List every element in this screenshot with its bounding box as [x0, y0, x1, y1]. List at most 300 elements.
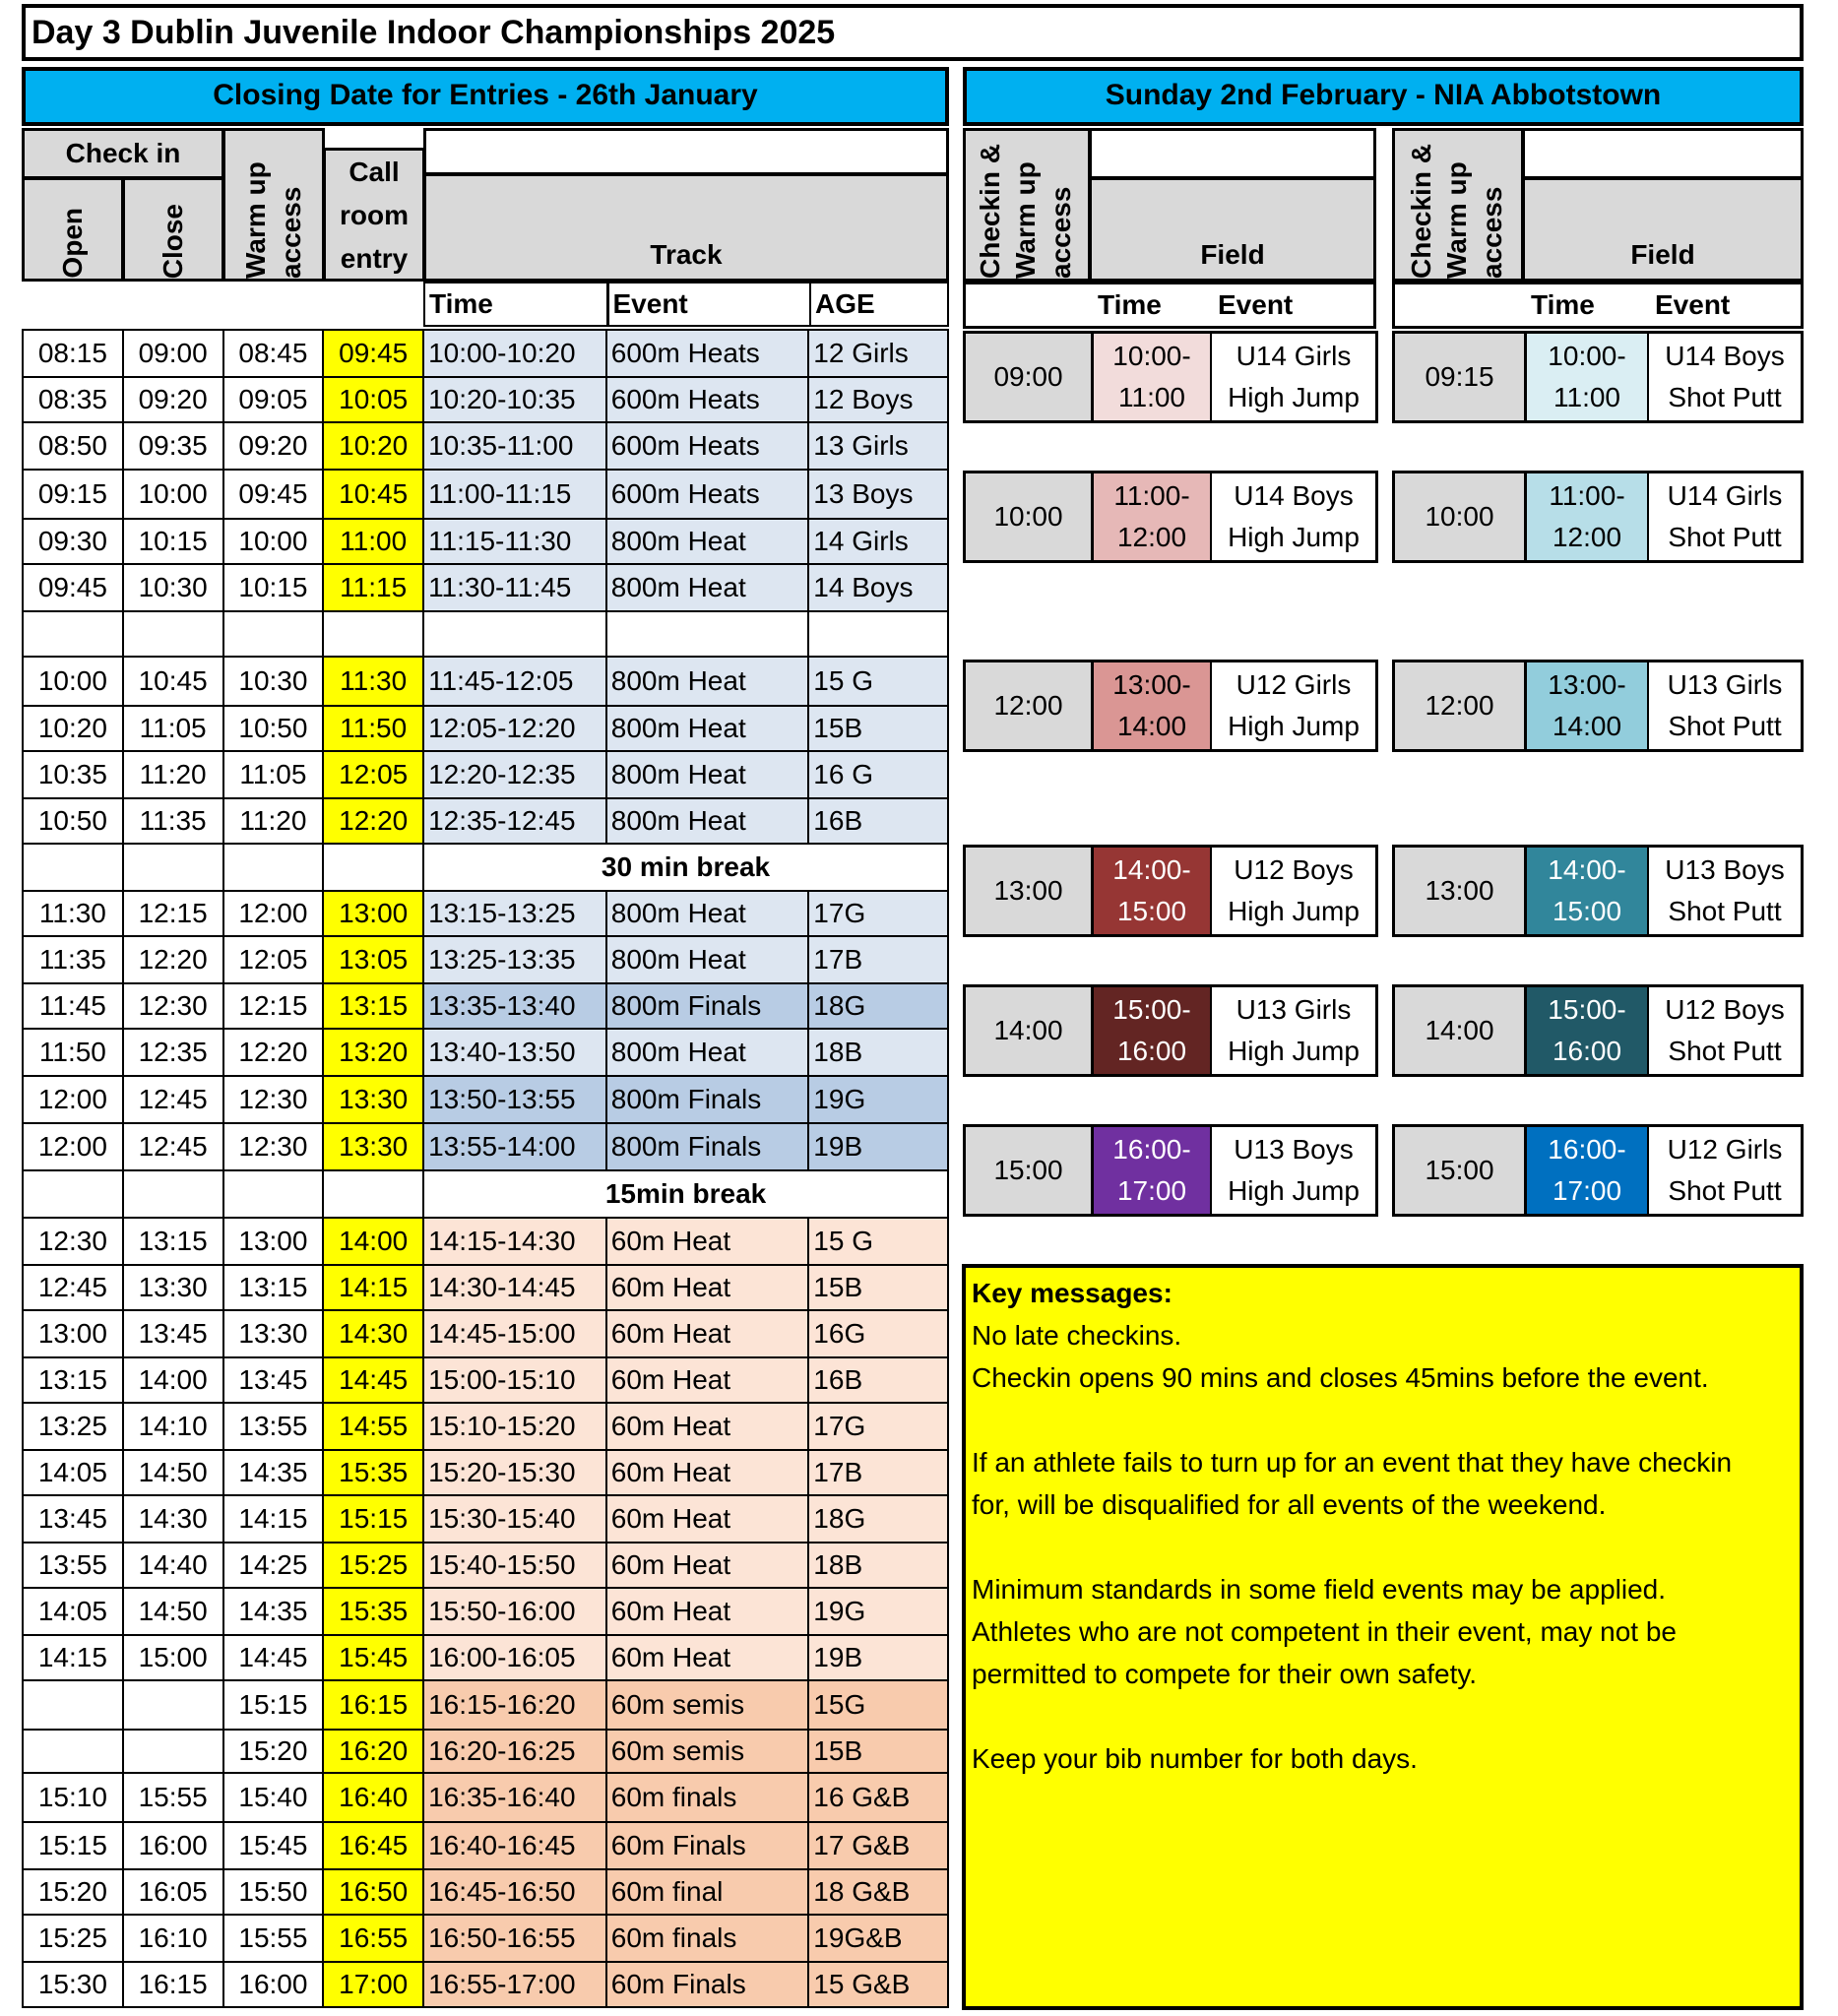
event-time-cell: 16:50-16:55 — [423, 1915, 606, 1962]
sp-field-header: Field — [1522, 177, 1804, 282]
high_jump-event-discipline: High Jump — [1228, 711, 1360, 741]
event-name-cell: 60m Heat — [606, 1310, 809, 1357]
age-group-cell: 12 Boys — [808, 377, 948, 422]
open-time-cell: 14:15 — [23, 1635, 123, 1680]
close-header — [122, 177, 224, 282]
page-title: Day 3 Dublin Juvenile Indoor Championships 2025 — [22, 4, 1804, 61]
high_jump-time-end: 16:00 — [1116, 1036, 1187, 1066]
shot_putt-event — [1649, 473, 1801, 560]
warm-up-time-cell: 13:45 — [223, 1357, 324, 1403]
high_jump-time-end: 14:00 — [1116, 711, 1187, 741]
open-time-cell: 12:30 — [23, 1218, 123, 1265]
hj-checkin-header-label: Checkin & Warm up access — [975, 144, 1076, 279]
track-row — [23, 330, 948, 377]
call-room-time-cell: 15:15 — [323, 1495, 423, 1543]
age-col-header: AGE — [810, 283, 948, 326]
time-col-header: Time — [424, 283, 607, 326]
check-in-header: Check in — [22, 128, 224, 179]
track-row — [23, 751, 948, 798]
shot_putt-time-end: 12:00 — [1552, 522, 1622, 552]
track-row — [23, 1029, 948, 1076]
shot_putt-event-discipline: Shot Putt — [1668, 522, 1782, 552]
call-room-time-cell: 16:50 — [323, 1869, 423, 1915]
age-group-cell: 18G — [808, 1495, 948, 1543]
track-subheader — [423, 282, 949, 327]
break-spacer-cell — [323, 844, 423, 891]
event-time-cell: 14:15-14:30 — [423, 1218, 606, 1265]
high_jump-checkin-time: 14:00 — [966, 987, 1094, 1074]
shot_putt-session — [1392, 471, 1804, 563]
close-time-cell: 11:05 — [123, 706, 223, 751]
high_jump-time-slot — [1094, 334, 1212, 420]
open-time-cell: 09:15 — [23, 470, 123, 519]
track-row — [23, 1869, 948, 1915]
high_jump-event — [1212, 987, 1375, 1074]
open-time-cell: 15:15 — [23, 1822, 123, 1869]
shot_putt-time-end: 16:00 — [1552, 1036, 1622, 1066]
track-row — [23, 1962, 948, 2007]
age-group-cell: 17G — [808, 891, 948, 936]
event-name-cell: 800m Finals — [606, 983, 809, 1029]
call-room-time-cell: 13:20 — [323, 1029, 423, 1076]
close-time-cell: 10:45 — [123, 657, 223, 706]
sp-header-blank — [1522, 128, 1804, 179]
open-time-cell: 08:15 — [23, 330, 123, 377]
event-name-cell: 800m Heat — [606, 891, 809, 936]
high_jump-session — [963, 1124, 1378, 1217]
high_jump-time-slot — [1094, 1127, 1212, 1214]
event-name-cell: 600m Heats — [606, 330, 809, 377]
shot_putt-time-slot — [1527, 662, 1649, 749]
event-col-header: Event — [607, 283, 810, 326]
key-message-line: If an athlete fails to turn up for an event that they have checkin — [972, 1447, 1733, 1478]
call-room-time-cell: 14:15 — [323, 1265, 423, 1310]
age-group-cell: 12 Girls — [808, 330, 948, 377]
open-time-cell: 11:30 — [23, 891, 123, 936]
warm-up-time-cell: 15:50 — [223, 1869, 324, 1915]
open-time-cell: 14:05 — [23, 1588, 123, 1635]
close-time-cell: 09:35 — [123, 422, 223, 470]
warm-up-time-cell: 12:30 — [223, 1076, 324, 1123]
sp-time-header: Time — [1531, 289, 1595, 320]
close-time-cell: 16:15 — [123, 1962, 223, 2007]
close-time-cell: 15:00 — [123, 1635, 223, 1680]
hj-subheader — [963, 282, 1376, 329]
key-messages-heading: Key messages: — [972, 1278, 1173, 1308]
sp-checkin-header-label: Checkin & Warm up access — [1406, 144, 1507, 279]
call-room-time-cell: 13:30 — [323, 1076, 423, 1123]
high_jump-time-start: 16:00- — [1112, 1134, 1191, 1165]
call-room-time-cell: 15:35 — [323, 1588, 423, 1635]
hj-time-header: Time — [1098, 289, 1162, 320]
age-group-cell: 18 G&B — [808, 1869, 948, 1915]
age-group-cell: 14 Boys — [808, 564, 948, 611]
call-room-time-cell: 15:25 — [323, 1543, 423, 1588]
warm-up-time-cell: 14:35 — [223, 1588, 324, 1635]
warm-up-time-cell: 14:45 — [223, 1635, 324, 1680]
shot_putt-event-discipline: Shot Putt — [1668, 1036, 1782, 1066]
event-time-cell: 16:35-16:40 — [423, 1773, 606, 1822]
blank-cell — [808, 611, 948, 657]
event-time-cell: 13:40-13:50 — [423, 1029, 606, 1076]
high_jump-event-discipline: High Jump — [1228, 382, 1360, 412]
call-room-time-cell: 10:05 — [323, 377, 423, 422]
track-row — [23, 936, 948, 983]
open-time-cell: 10:20 — [23, 706, 123, 751]
high_jump-checkin-time: 12:00 — [966, 662, 1094, 749]
key-message-line: Keep your bib number for both days. — [972, 1743, 1418, 1774]
track-row — [23, 983, 948, 1029]
high_jump-session — [963, 845, 1378, 937]
age-group-cell: 19B — [808, 1635, 948, 1680]
age-group-cell: 19G — [808, 1076, 948, 1123]
venue-date-banner: Sunday 2nd February - NIA Abbotstown — [963, 67, 1804, 126]
close-time-cell: 12:30 — [123, 983, 223, 1029]
close-time-cell: 10:30 — [123, 564, 223, 611]
blank-row — [23, 611, 948, 657]
shot_putt-time-slot — [1527, 473, 1649, 560]
track-row — [23, 470, 948, 519]
event-time-cell: 10:35-11:00 — [423, 422, 606, 470]
call-room-time-cell: 16:55 — [323, 1915, 423, 1962]
shot_putt-event-discipline: Shot Putt — [1668, 382, 1782, 412]
event-time-cell: 12:05-12:20 — [423, 706, 606, 751]
call-room-time-cell: 16:45 — [323, 1822, 423, 1869]
high_jump-session — [963, 984, 1378, 1077]
warm-up-time-cell: 12:30 — [223, 1123, 324, 1170]
track-row — [23, 1218, 948, 1265]
warm-up-time-cell: 12:15 — [223, 983, 324, 1029]
shot_putt-time-slot — [1527, 334, 1649, 420]
high_jump-time-end: 12:00 — [1116, 522, 1187, 552]
event-time-cell: 16:00-16:05 — [423, 1635, 606, 1680]
age-group-cell: 13 Boys — [808, 470, 948, 519]
call-room-time-cell: 12:05 — [323, 751, 423, 798]
closing-date-banner: Closing Date for Entries - 26th January — [22, 67, 949, 126]
event-time-cell: 11:45-12:05 — [423, 657, 606, 706]
shot_putt-session — [1392, 660, 1804, 752]
age-group-cell: 18G — [808, 983, 948, 1029]
track-row — [23, 422, 948, 470]
call-room-time-cell: 14:00 — [323, 1218, 423, 1265]
call-room-time-cell: 11:30 — [323, 657, 423, 706]
call-room-time-cell: 16:40 — [323, 1773, 423, 1822]
shot_putt-checkin-time: 15:00 — [1395, 1127, 1527, 1214]
event-name-cell: 600m Heats — [606, 470, 809, 519]
close-time-cell: 16:00 — [123, 1822, 223, 1869]
blank-cell — [123, 611, 223, 657]
high_jump-time-slot — [1094, 662, 1212, 749]
event-time-cell: 16:45-16:50 — [423, 1869, 606, 1915]
call-room-time-cell: 11:00 — [323, 519, 423, 564]
event-time-cell: 13:25-13:35 — [423, 936, 606, 983]
key-message-line: for, will be disqualified for all events of the weekend. — [972, 1489, 1607, 1520]
age-group-cell: 15 G&B — [808, 1962, 948, 2007]
open-time-cell: 10:00 — [23, 657, 123, 706]
warm-up-time-cell: 09:20 — [223, 422, 324, 470]
high_jump-event-discipline: High Jump — [1228, 1175, 1360, 1206]
close-time-cell: 16:10 — [123, 1915, 223, 1962]
warm-up-time-cell: 10:30 — [223, 657, 324, 706]
call-room-time-cell: 11:15 — [323, 564, 423, 611]
break-spacer-cell — [223, 844, 324, 891]
high_jump-event-age: U14 Boys — [1234, 480, 1354, 511]
open-time-cell: 10:50 — [23, 798, 123, 844]
close-time-cell: 14:50 — [123, 1450, 223, 1495]
shot_putt-time-end: 17:00 — [1552, 1175, 1622, 1206]
break-row — [23, 844, 948, 891]
event-name-cell: 60m Heat — [606, 1450, 809, 1495]
warm-up-time-cell: 11:20 — [223, 798, 324, 844]
key-message-line — [972, 1526, 1794, 1568]
hj-field-header: Field — [1089, 177, 1376, 282]
age-group-cell: 17B — [808, 936, 948, 983]
high_jump-time-slot — [1094, 848, 1212, 934]
event-name-cell: 60m semis — [606, 1730, 809, 1773]
open-time-cell: 08:50 — [23, 422, 123, 470]
event-time-cell: 15:20-15:30 — [423, 1450, 606, 1495]
event-name-cell: 60m Finals — [606, 1962, 809, 2007]
open-time-cell: 12:00 — [23, 1076, 123, 1123]
shot_putt-event — [1649, 662, 1801, 749]
open-header-label: Open — [57, 208, 88, 279]
call-room-time-cell: 10:20 — [323, 422, 423, 470]
event-time-cell: 12:35-12:45 — [423, 798, 606, 844]
high_jump-time-start: 11:00- — [1113, 480, 1190, 511]
open-time-cell: 15:25 — [23, 1915, 123, 1962]
close-time-cell: 13:45 — [123, 1310, 223, 1357]
event-name-cell: 60m Heat — [606, 1495, 809, 1543]
call-room-time-cell: 14:55 — [323, 1403, 423, 1450]
event-name-cell: 600m Heats — [606, 377, 809, 422]
warm-up-time-cell: 10:00 — [223, 519, 324, 564]
event-name-cell: 60m finals — [606, 1915, 809, 1962]
high_jump-event-age: U12 Boys — [1234, 854, 1354, 885]
age-group-cell: 17B — [808, 1450, 948, 1495]
high_jump-event-age: U12 Girls — [1236, 669, 1352, 700]
track-row — [23, 1822, 948, 1869]
close-time-cell — [123, 1680, 223, 1730]
break-spacer-cell — [223, 1170, 324, 1218]
track-header: Track — [423, 173, 949, 282]
warm-up-time-cell: 15:15 — [223, 1680, 324, 1730]
call-room-time-cell: 15:45 — [323, 1635, 423, 1680]
event-name-cell: 800m Finals — [606, 1123, 809, 1170]
shot_putt-time-start: 16:00- — [1548, 1134, 1626, 1165]
call-room-time-cell: 10:45 — [323, 470, 423, 519]
high_jump-session — [963, 660, 1378, 752]
close-time-cell: 14:40 — [123, 1543, 223, 1588]
warm-up-time-cell: 12:20 — [223, 1029, 324, 1076]
call-room-time-cell: 13:30 — [323, 1123, 423, 1170]
shot_putt-time-start: 13:00- — [1548, 669, 1626, 700]
event-name-cell: 800m Heat — [606, 936, 809, 983]
high_jump-time-slot — [1094, 987, 1212, 1074]
track-row — [23, 1588, 948, 1635]
event-time-cell: 10:20-10:35 — [423, 377, 606, 422]
break-label: 15min break — [423, 1170, 948, 1218]
track-row — [23, 1773, 948, 1822]
key-messages-lines — [972, 1314, 1794, 1780]
track-row — [23, 1680, 948, 1730]
blank-cell — [423, 611, 606, 657]
event-time-cell: 13:15-13:25 — [423, 891, 606, 936]
blank-cell — [223, 611, 324, 657]
event-time-cell: 16:20-16:25 — [423, 1730, 606, 1773]
track-row — [23, 1495, 948, 1543]
age-group-cell: 19B — [808, 1123, 948, 1170]
blank-cell — [323, 611, 423, 657]
close-time-cell: 11:20 — [123, 751, 223, 798]
high_jump-event-discipline: High Jump — [1228, 896, 1360, 926]
shot_putt-time-slot — [1527, 848, 1649, 934]
open-time-cell: 14:05 — [23, 1450, 123, 1495]
shot_putt-time-start: 14:00- — [1548, 854, 1626, 885]
break-row — [23, 1170, 948, 1218]
high_jump-event — [1212, 662, 1375, 749]
high_jump-event — [1212, 334, 1375, 420]
break-label: 30 min break — [423, 844, 948, 891]
open-time-cell: 10:35 — [23, 751, 123, 798]
track-row — [23, 1265, 948, 1310]
call-room-time-cell: 15:35 — [323, 1450, 423, 1495]
event-name-cell: 60m semis — [606, 1680, 809, 1730]
event-name-cell: 800m Heat — [606, 657, 809, 706]
event-time-cell: 15:10-15:20 — [423, 1403, 606, 1450]
open-time-cell: 08:35 — [23, 377, 123, 422]
open-time-cell — [23, 1730, 123, 1773]
warm-up-header-label: Warm up access — [240, 161, 306, 279]
warm-up-time-cell: 15:55 — [223, 1915, 324, 1962]
event-time-cell: 11:00-11:15 — [423, 470, 606, 519]
age-group-cell: 15B — [808, 1265, 948, 1310]
age-group-cell: 15B — [808, 706, 948, 751]
track-row — [23, 1450, 948, 1495]
close-time-cell: 15:55 — [123, 1773, 223, 1822]
high_jump-event-age: U13 Girls — [1236, 994, 1352, 1025]
event-time-cell: 10:00-10:20 — [423, 330, 606, 377]
shot_putt-event-discipline: Shot Putt — [1668, 1175, 1782, 1206]
warm-up-time-cell: 15:20 — [223, 1730, 324, 1773]
close-time-cell: 13:15 — [123, 1218, 223, 1265]
track-row — [23, 891, 948, 936]
event-time-cell: 11:30-11:45 — [423, 564, 606, 611]
shot_putt-event-age: U14 Girls — [1667, 480, 1783, 511]
shot_putt-checkin-time: 14:00 — [1395, 987, 1527, 1074]
high_jump-event-discipline: High Jump — [1228, 522, 1360, 552]
blank-cell — [606, 611, 809, 657]
high_jump-event-age: U14 Girls — [1236, 341, 1352, 371]
break-spacer-cell — [23, 844, 123, 891]
track-schedule-table — [22, 329, 949, 2008]
track-row — [23, 1076, 948, 1123]
high_jump-event — [1212, 848, 1375, 934]
shot_putt-event-discipline: Shot Putt — [1668, 711, 1782, 741]
event-name-cell: 60m Heat — [606, 1588, 809, 1635]
call-room-time-cell: 13:05 — [323, 936, 423, 983]
event-time-cell: 12:20-12:35 — [423, 751, 606, 798]
age-group-cell: 15 G — [808, 1218, 948, 1265]
break-spacer-cell — [323, 1170, 423, 1218]
close-time-cell: 16:05 — [123, 1869, 223, 1915]
shot_putt-checkin-time: 10:00 — [1395, 473, 1527, 560]
warm-up-time-cell: 15:40 — [223, 1773, 324, 1822]
high_jump-time-start: 10:00- — [1112, 341, 1191, 371]
warm-up-time-cell: 14:15 — [223, 1495, 324, 1543]
shot_putt-session — [1392, 984, 1804, 1077]
warm-up-time-cell: 08:45 — [223, 330, 324, 377]
warm-up-time-cell: 14:35 — [223, 1450, 324, 1495]
age-group-cell: 15G — [808, 1680, 948, 1730]
event-name-cell: 60m Heat — [606, 1635, 809, 1680]
warm-up-time-cell: 15:45 — [223, 1822, 324, 1869]
warm-up-time-cell: 13:00 — [223, 1218, 324, 1265]
open-time-cell: 11:35 — [23, 936, 123, 983]
shot_putt-time-end: 11:00 — [1553, 382, 1620, 412]
warm-up-time-cell: 13:30 — [223, 1310, 324, 1357]
call-room-time-cell: 14:45 — [323, 1357, 423, 1403]
shot_putt-session — [1392, 331, 1804, 423]
close-time-cell — [123, 1730, 223, 1773]
open-time-cell: 11:50 — [23, 1029, 123, 1076]
high_jump-session — [963, 471, 1378, 563]
age-group-cell: 19G&B — [808, 1915, 948, 1962]
warm-up-time-cell: 16:00 — [223, 1962, 324, 2007]
event-time-cell: 16:15-16:20 — [423, 1680, 606, 1730]
high_jump-session — [963, 331, 1378, 423]
close-time-cell: 11:35 — [123, 798, 223, 844]
shot_putt-time-slot — [1527, 1127, 1649, 1214]
warm-up-time-cell: 10:15 — [223, 564, 324, 611]
event-name-cell: 60m final — [606, 1869, 809, 1915]
shot_putt-event-age: U12 Girls — [1667, 1134, 1783, 1165]
age-group-cell: 17 G&B — [808, 1822, 948, 1869]
shot_putt-session — [1392, 845, 1804, 937]
shot_putt-event-age: U13 Boys — [1665, 854, 1785, 885]
hj-event-header: Event — [1218, 289, 1294, 320]
event-name-cell: 60m finals — [606, 1773, 809, 1822]
age-group-cell: 18B — [808, 1029, 948, 1076]
age-group-cell: 14 Girls — [808, 519, 948, 564]
shot_putt-time-start: 10:00- — [1548, 341, 1626, 371]
key-message-line — [972, 1399, 1794, 1441]
warm-up-time-cell: 11:05 — [223, 751, 324, 798]
event-name-cell: 60m Finals — [606, 1822, 809, 1869]
high_jump-checkin-time: 15:00 — [966, 1127, 1094, 1214]
warm-up-time-cell: 12:05 — [223, 936, 324, 983]
call-room-time-cell: 12:20 — [323, 798, 423, 844]
event-name-cell: 600m Heats — [606, 422, 809, 470]
close-time-cell: 09:20 — [123, 377, 223, 422]
event-time-cell: 15:30-15:40 — [423, 1495, 606, 1543]
open-time-cell: 13:25 — [23, 1403, 123, 1450]
event-name-cell: 800m Heat — [606, 751, 809, 798]
high_jump-time-start: 15:00- — [1112, 994, 1191, 1025]
event-name-cell: 800m Heat — [606, 564, 809, 611]
high_jump-checkin-time: 13:00 — [966, 848, 1094, 934]
sp-checkin-header — [1392, 128, 1524, 282]
key-message-line: Minimum standards in some field events may be applied. — [972, 1574, 1667, 1605]
blank-cell — [23, 611, 123, 657]
sp-subheader — [1392, 282, 1804, 329]
key-message-line: permitted to compete for their own safety. — [972, 1659, 1478, 1689]
call-room-header: Call room entry — [323, 148, 425, 282]
call-room-time-cell: 13:15 — [323, 983, 423, 1029]
high_jump-checkin-time: 10:00 — [966, 473, 1094, 560]
shot_putt-event-age: U12 Boys — [1665, 994, 1785, 1025]
age-group-cell: 16B — [808, 1357, 948, 1403]
close-time-cell: 12:15 — [123, 891, 223, 936]
